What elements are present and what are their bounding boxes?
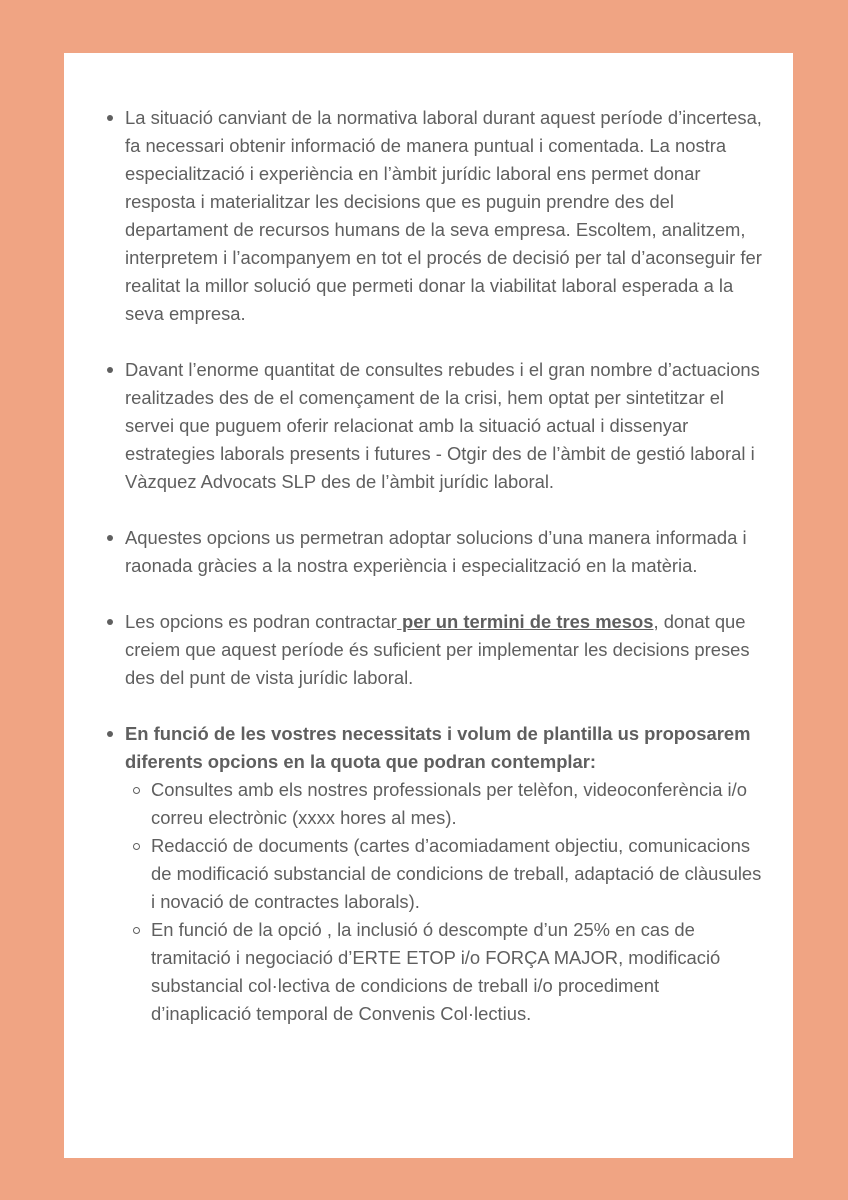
paragraph-contract-term [106,608,762,692]
options-section [106,720,762,1028]
document-body [106,104,762,1028]
contract-term-emphasis: per un termini de tres mesos [396,611,654,632]
paragraph-text-after: , donat que creiem que aquest període és suficient per implementar les decisions preses des del punt de vista jurídic laboral. [125,611,750,688]
paragraph-legal-context [106,104,762,328]
option-consultations: Consultes amb els nostres professionals per telèfon, videoconferència i/o correu electrònic (xxxx hores al mes). [125,776,762,832]
options-list [125,776,762,1028]
paragraph-text: Davant l’enorme quantitat de consultes rebudes i el gran nombre d’actuacions realitzades des de el començament de la crisi, hem optat per sintetitzar el servei que puguem oferir relacionat amb la situació actual i dissenyar estrategies laborals presents i futures - Otgir des de l’àmbit de gestió laboral i Vàzquez Advocats SLP des de l’àmbit jurídic laboral. [125,359,760,492]
option-erte-discount: En funció de la opció , la inclusió ó descompte d’un 25% en cas de tramitació i negociació d’ERTE ETOP i/o FORÇA MAJOR, modificació substancial col·lectiva de condicions de treball i/o procediment d’inaplicació temporal de Convenis Col·lectius. [125,916,762,1028]
options-heading: En funció de les vostres necessitats i volum de plantilla us proposarem diferents opcions en la quota que podran contemplar: [125,723,751,772]
paragraph-text: La situació canviant de la normativa laboral durant aquest període d’incertesa, fa necessari obtenir informació de manera puntual i comentada. La nostra especialització i experiència en l’àmbit jurídic laboral ens permet donar resposta i materialitzar les decisions que es puguin prendre des del departament de recursos humans de la seva empresa. Escoltem, analitzem, interpretem i l’acompanyem en tot el procés de decisió per tal d’aconseguir fer realitat la millor solució que permeti donar la viabilitat laboral esperada a la seva empresa. [125,107,762,324]
paragraph-service-synthesis [106,356,762,496]
paragraph-options-benefit [106,524,762,580]
paragraph-text: Aquestes opcions us permetran adoptar solucions d’una manera informada i raonada gràcies a la nostra experiència i especialització en la matèria. [125,527,747,576]
option-document-drafting: Redacció de documents (cartes d’acomiadament objectiu, comunicacions de modificació substancial de condicions de treball, adaptació de clàusules i novació de contractes laborals). [125,832,762,916]
document-page [64,53,793,1158]
paragraph-text-before: Les opcions es podran contractar [125,611,397,632]
